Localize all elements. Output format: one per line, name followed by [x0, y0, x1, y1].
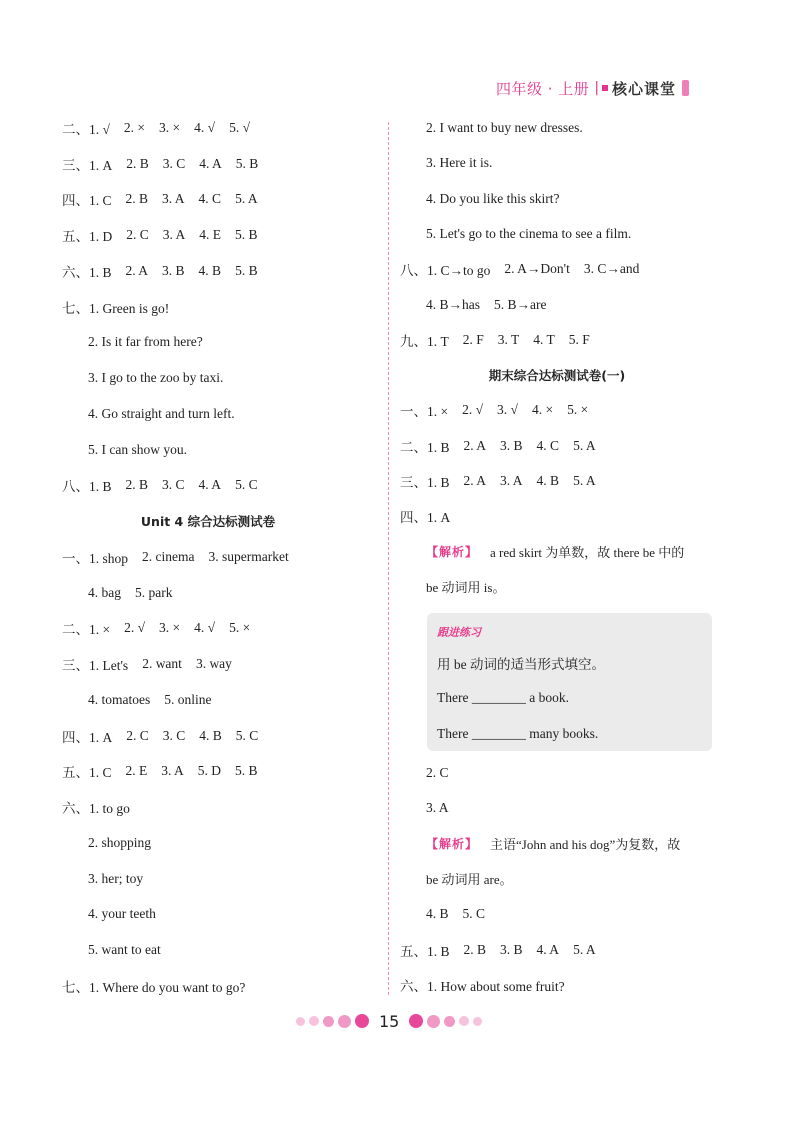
answer-item: 五、1. C	[62, 765, 112, 781]
answer-sentence: 2. shopping	[88, 834, 152, 850]
answer-item: 3. C	[162, 155, 186, 171]
answer-row	[400, 463, 714, 498]
footer-dot-icon	[323, 1016, 334, 1027]
answer-item: 八、1. B	[62, 479, 112, 495]
answer-sentence: 4. Go straight and turn left.	[88, 405, 235, 421]
answer-item: 4. B	[536, 473, 560, 488]
footer-dot-icon	[338, 1015, 351, 1028]
practice-title: 跟进练习	[437, 625, 481, 639]
answer-sentence: 3. Here it is.	[426, 155, 493, 171]
answer-item: 2. B	[125, 477, 149, 493]
answer-item: 3. ×	[159, 620, 181, 636]
footer-dot-icon	[444, 1016, 455, 1027]
answer-item: 4. C	[198, 191, 222, 207]
answer-item: 3. A	[161, 763, 184, 779]
page-header	[496, 77, 689, 99]
answer-item: 5. B	[235, 155, 259, 171]
answer-item: 三、1. A	[62, 157, 113, 173]
answer-item: 3. C→and	[583, 261, 640, 277]
answer-sentence: 七、1. Where do you want to go?	[62, 979, 246, 995]
footer-dot-icon	[427, 1015, 440, 1028]
analysis-note	[400, 534, 714, 569]
practice-item: There ________ a book.	[437, 690, 569, 706]
answer-item: 3. B	[500, 437, 523, 453]
answer-sentence: 六、1. to go	[62, 801, 130, 817]
analysis-text: a red skirt 为单数，故 there be 中的	[490, 545, 685, 561]
analysis-tag: 【解析】	[426, 837, 479, 852]
footer-dot-icon	[409, 1014, 423, 1028]
answer-item: 3. A	[162, 191, 185, 207]
answer-item: 5. C	[235, 477, 258, 493]
answer-row	[400, 252, 714, 287]
analysis-text-continued: be 动词用 is。	[426, 580, 506, 596]
answer-item: 5. ×	[567, 402, 589, 418]
answer-item: 5. F	[568, 331, 590, 347]
answer-item: 5. A	[573, 437, 596, 453]
answer-item: 2. A	[125, 262, 149, 278]
practice-instruction: 用 be 动词的适当形式填空。	[437, 656, 605, 672]
answer-sentence: 3. A	[426, 800, 449, 816]
page-number: 15	[379, 1011, 400, 1031]
answer-sentence: 4. Do you like this skirt?	[426, 190, 560, 206]
answer-item: 二、1. √	[62, 121, 110, 137]
answer-row	[62, 539, 354, 575]
answer-item: 2. C	[126, 227, 149, 243]
answer-item: 六、1. B	[62, 264, 112, 280]
analysis-text-continued: be 动词用 are。	[426, 872, 513, 888]
answer-item: 2. ×	[123, 119, 146, 135]
right-column	[400, 110, 714, 1002]
answer-item: 八、1. C→to go	[400, 263, 491, 279]
answer-item: 4. B→has	[426, 296, 480, 312]
answer-item: 3. B	[500, 941, 523, 957]
footer-dot-icon	[309, 1016, 319, 1026]
answer-row	[400, 287, 714, 322]
answer-item: 2. A→Don't	[504, 261, 570, 277]
answer-item: 2. E	[125, 763, 148, 779]
answer-row	[62, 182, 354, 218]
answer-item: 4. T	[533, 331, 555, 347]
answer-item: 4. A	[198, 477, 222, 493]
answer-item: 二、1. B	[400, 439, 450, 455]
answer-sentence: 5. Let's go to the cinema to see a film.	[426, 225, 632, 241]
answer-row	[62, 682, 354, 718]
answer-row	[62, 575, 354, 611]
answer-row	[400, 932, 714, 967]
footer-dot-icon	[459, 1016, 469, 1026]
answer-row	[62, 754, 354, 790]
answer-item: 4. B	[199, 727, 222, 743]
answer-item: 2. √	[462, 402, 484, 418]
answer-item: 2. cinema	[142, 548, 195, 564]
answer-item: 5. B	[235, 227, 258, 243]
answer-row	[62, 253, 354, 289]
column-divider	[388, 122, 389, 995]
answer-sentence: 六、1. How about some fruit?	[400, 978, 565, 994]
answer-item: 2. C	[126, 727, 149, 743]
answer-row	[62, 217, 354, 253]
footer-dot-icon	[296, 1017, 305, 1026]
answer-item: 四、1. A	[62, 729, 113, 745]
answer-item: 4. B	[198, 262, 222, 278]
answer-item: 三、1. Let's	[62, 658, 129, 674]
answer-item: 5. park	[135, 584, 173, 600]
answer-item: 3. √	[497, 402, 518, 418]
answer-row	[62, 146, 354, 182]
answer-item: 4. A	[199, 155, 222, 171]
answer-sentence: 3. I go to the zoo by taxi.	[88, 370, 224, 386]
header-divider: |	[594, 80, 600, 96]
footer-dot-icon	[473, 1017, 482, 1026]
header-square-icon	[602, 85, 608, 91]
answer-item: 2. B	[463, 941, 487, 957]
answer-item: 3. C	[162, 477, 185, 493]
answer-item: 5. B	[235, 763, 258, 779]
answer-item: 2. A	[463, 437, 487, 453]
answer-row	[62, 646, 354, 682]
answer-item: 九、1. T	[400, 333, 449, 349]
analysis-note	[400, 826, 714, 861]
answer-item: 5. A	[235, 191, 258, 207]
answer-item: 四、1. C	[62, 193, 112, 209]
answer-item: 二、1. ×	[62, 622, 111, 638]
header-bar-icon	[682, 80, 689, 96]
answer-item: 4. E	[199, 227, 222, 243]
answer-item: 4. √	[194, 620, 216, 636]
answer-item: 4. A	[536, 941, 560, 957]
answer-item: 3. way	[195, 656, 232, 672]
section-label: 核心课堂	[612, 79, 677, 98]
answer-row	[62, 468, 354, 504]
answer-item: 2. √	[124, 620, 146, 636]
answer-sentence: 四、1. A	[400, 510, 451, 526]
answer-item: 2. B	[126, 155, 149, 171]
practice-item: There ________ many books.	[437, 725, 599, 741]
answer-item: 一、1. ×	[400, 404, 449, 420]
answer-item: 3. A	[500, 473, 523, 488]
unit4-test-title: Unit 4 综合达标测试卷	[140, 514, 276, 530]
answer-item: 五、1. B	[400, 943, 450, 959]
answer-item: 5. A	[573, 941, 596, 957]
answer-sentence: 2. Is it far from here?	[88, 334, 203, 350]
answer-item: 3. T	[497, 331, 520, 347]
answer-item: 2. A	[463, 473, 487, 488]
answer-row	[400, 393, 714, 428]
answer-item: 五、1. D	[62, 229, 113, 245]
answer-item: 一、1. shop	[62, 550, 129, 566]
answer-item: 4. C	[536, 437, 560, 453]
answer-row	[62, 110, 354, 146]
answer-item: 5. C	[462, 906, 486, 922]
footer-dot-icon	[355, 1014, 369, 1028]
answer-item: 5. online	[164, 691, 212, 707]
answer-row	[400, 322, 714, 357]
final-exam-title: 期末综合达标测试卷(一)	[488, 368, 626, 384]
answer-item: 3. C	[162, 727, 186, 743]
answer-item: 三、1. B	[400, 475, 450, 490]
answer-sentence: 七、1. Green is go!	[62, 300, 170, 316]
page-footer	[296, 1007, 486, 1035]
answer-item: 2. want	[142, 656, 182, 672]
answer-item: 5. D	[197, 763, 222, 779]
answer-row	[400, 428, 714, 463]
answer-item: 5. B	[235, 262, 258, 278]
answer-item: 5. B→are	[494, 296, 547, 312]
answer-item: 4. B	[426, 906, 449, 922]
answer-sentence: 5. I can show you.	[88, 441, 187, 457]
answer-item: 2. F	[462, 331, 484, 347]
answer-row	[400, 897, 714, 932]
practice-box	[427, 613, 712, 752]
answer-sentence: 4. your teeth	[88, 906, 156, 922]
answer-sentence: 2. C	[426, 765, 449, 781]
answer-item: 4. bag	[88, 584, 121, 600]
answer-item: 5. √	[229, 119, 251, 135]
answer-item: 5. A	[573, 473, 596, 488]
answer-item: 5. C	[235, 727, 259, 743]
answer-item: 3. supermarket	[208, 548, 289, 564]
analysis-tag: 【解析】	[426, 545, 479, 560]
answer-sentence: 3. her; toy	[88, 870, 144, 886]
answer-item: 4. ×	[531, 402, 554, 418]
answer-item: 3. A	[162, 227, 186, 243]
answer-row	[62, 718, 354, 754]
answer-item: 3. B	[162, 262, 185, 278]
answer-item: 5. ×	[229, 620, 251, 636]
left-column	[62, 110, 354, 1004]
answer-item: 2. B	[125, 191, 149, 207]
answer-item: 4. tomatoes	[88, 691, 151, 707]
answer-row	[62, 611, 354, 647]
answer-sentence: 2. I want to buy new dresses.	[426, 120, 583, 136]
analysis-text: 主语“John and his dog”为复数，故	[490, 837, 681, 853]
answer-item: 4. √	[194, 119, 216, 135]
answer-sentence: 5. want to eat	[88, 942, 161, 958]
grade-label: 四年级 · 上册	[496, 79, 590, 98]
answer-item: 3. ×	[159, 119, 181, 135]
